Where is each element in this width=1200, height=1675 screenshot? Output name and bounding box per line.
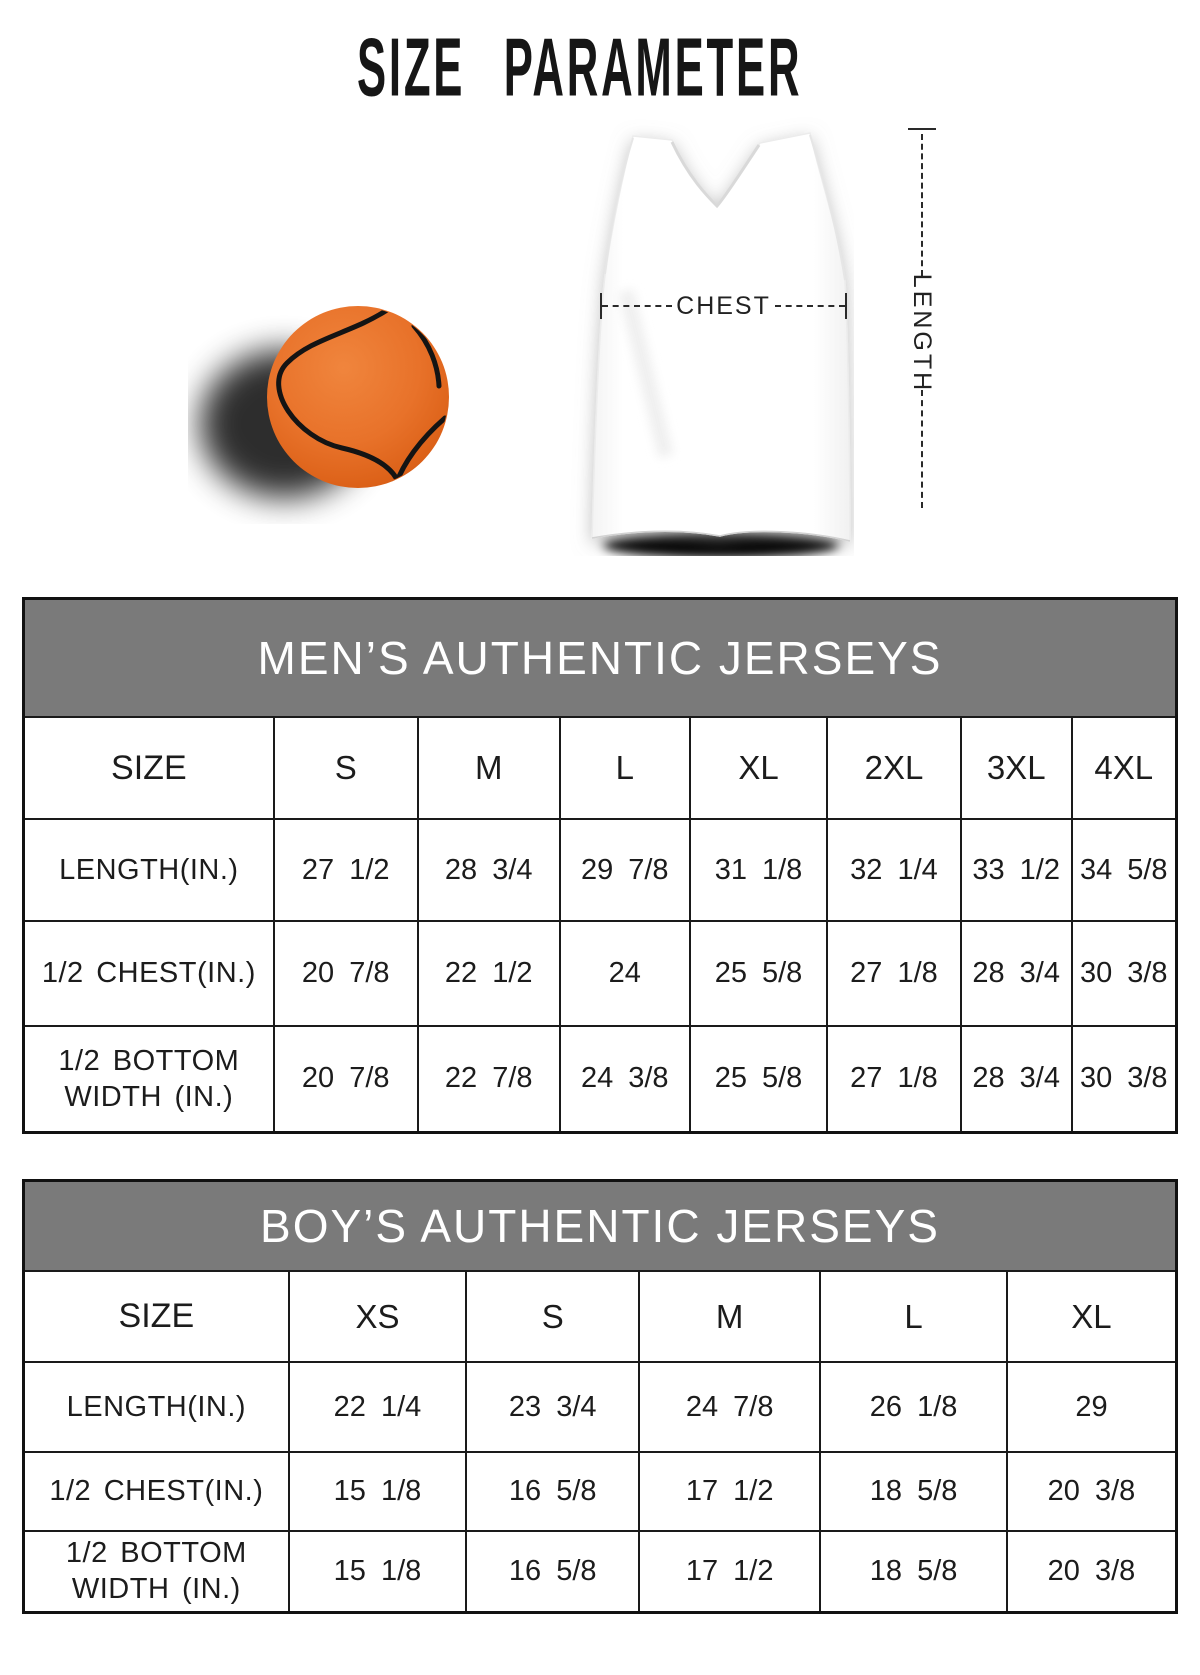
value-cell: 27 1/8 xyxy=(827,1026,961,1132)
chest-dash-left xyxy=(602,305,672,307)
boys-length-row xyxy=(24,1362,1177,1452)
boys-col-xl: XL xyxy=(1007,1271,1177,1362)
chest-label: CHEST xyxy=(676,291,771,320)
boys-table-title: BOY’S AUTHENTIC JERSEYS xyxy=(24,1181,1177,1272)
length-dash-bottom xyxy=(921,390,923,508)
value-cell: 20 3/8 xyxy=(1007,1531,1177,1612)
value-cell: 29 xyxy=(1007,1362,1177,1452)
mens-length-row xyxy=(24,819,1177,921)
mens-bottom-width-row xyxy=(24,1026,1177,1132)
value-cell: 24 3/8 xyxy=(560,1026,690,1132)
value-cell: 27 1/2 xyxy=(274,819,418,921)
boys-col-xs: XS xyxy=(289,1271,467,1362)
mens-chest-row xyxy=(24,921,1177,1026)
row-label-bottom-width: 1/2 BOTTOM WIDTH (IN.) xyxy=(24,1026,274,1132)
value-cell: 34 5/8 xyxy=(1072,819,1177,921)
mens-col-s: S xyxy=(274,717,418,819)
value-cell: 27 1/8 xyxy=(827,921,961,1026)
page-title xyxy=(0,22,1200,113)
value-cell: 20 3/8 xyxy=(1007,1452,1177,1531)
mens-col-3xl: 3XL xyxy=(961,717,1072,819)
value-cell: 18 5/8 xyxy=(820,1452,1007,1531)
mens-col-l: L xyxy=(560,717,690,819)
boys-col-l: L xyxy=(820,1271,1007,1362)
page-title-text: SIZE PARAMETER xyxy=(357,20,803,114)
value-cell: 20 7/8 xyxy=(274,921,418,1026)
value-cell: 26 1/8 xyxy=(820,1362,1007,1452)
value-cell: 28 3/4 xyxy=(961,1026,1072,1132)
boys-col-size: SIZE xyxy=(24,1271,289,1362)
value-cell: 25 5/8 xyxy=(690,1026,827,1132)
value-cell: 31 1/8 xyxy=(690,819,827,921)
length-label: LENGTH xyxy=(908,273,937,393)
value-cell: 32 1/4 xyxy=(827,819,961,921)
value-cell: 18 5/8 xyxy=(820,1531,1007,1612)
row-label-length: LENGTH(IN.) xyxy=(24,819,274,921)
value-cell: 25 5/8 xyxy=(690,921,827,1026)
mens-col-4xl: 4XL xyxy=(1072,717,1177,819)
value-cell: 33 1/2 xyxy=(961,819,1072,921)
value-cell: 15 1/8 xyxy=(289,1531,467,1612)
value-cell: 29 7/8 xyxy=(560,819,690,921)
boys-chest-row xyxy=(24,1452,1177,1531)
boys-col-s: S xyxy=(466,1271,639,1362)
mens-col-size: SIZE xyxy=(24,717,274,819)
boys-jerseys-table xyxy=(22,1179,1178,1614)
row-label-chest: 1/2 CHEST(IN.) xyxy=(24,1452,289,1531)
row-label-bottom-width: 1/2 BOTTOM WIDTH (IN.) xyxy=(24,1531,289,1612)
value-cell: 15 1/8 xyxy=(289,1452,467,1531)
basketball-icon xyxy=(188,282,470,524)
value-cell: 24 7/8 xyxy=(639,1362,820,1452)
value-cell: 16 5/8 xyxy=(466,1452,639,1531)
length-measure-line xyxy=(905,128,939,526)
value-cell: 17 1/2 xyxy=(639,1531,820,1612)
value-cell: 22 7/8 xyxy=(418,1026,560,1132)
mens-col-m: M xyxy=(418,717,560,819)
mens-table-title: MEN’S AUTHENTIC JERSEYS xyxy=(24,599,1177,718)
value-cell: 30 3/8 xyxy=(1072,921,1177,1026)
length-dash-top xyxy=(921,134,923,276)
mens-col-xl: XL xyxy=(690,717,827,819)
value-cell: 17 1/2 xyxy=(639,1452,820,1531)
boys-col-m: M xyxy=(639,1271,820,1362)
chest-measure-line xyxy=(600,292,847,320)
value-cell: 22 1/4 xyxy=(289,1362,467,1452)
mens-jerseys-table xyxy=(22,597,1178,1134)
row-label-chest: 1/2 CHEST(IN.) xyxy=(24,921,274,1026)
value-cell: 28 3/4 xyxy=(418,819,560,921)
value-cell: 28 3/4 xyxy=(961,921,1072,1026)
length-top-tick xyxy=(908,128,936,130)
value-cell: 24 xyxy=(560,921,690,1026)
row-label-length: LENGTH(IN.) xyxy=(24,1362,289,1452)
value-cell: 30 3/8 xyxy=(1072,1026,1177,1132)
chest-dash-right xyxy=(775,305,845,307)
value-cell: 16 5/8 xyxy=(466,1531,639,1612)
mens-col-2xl: 2XL xyxy=(827,717,961,819)
value-cell: 22 1/2 xyxy=(418,921,560,1026)
chest-right-tick xyxy=(845,293,847,319)
jersey-icon xyxy=(548,116,854,556)
value-cell: 20 7/8 xyxy=(274,1026,418,1132)
boys-bottom-width-row xyxy=(24,1531,1177,1612)
value-cell: 23 3/4 xyxy=(466,1362,639,1452)
